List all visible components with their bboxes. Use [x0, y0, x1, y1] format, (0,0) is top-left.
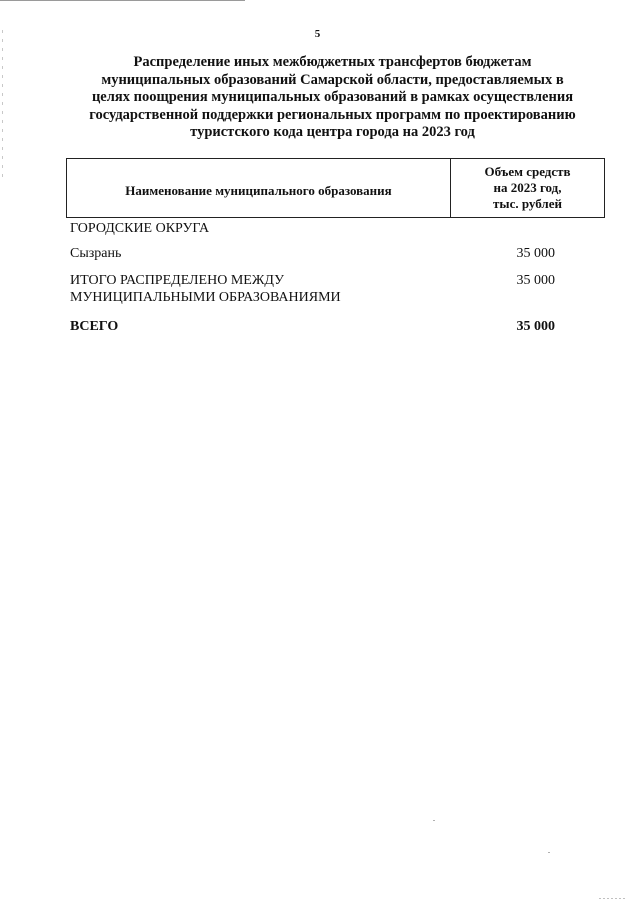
row-amount: 35 000	[516, 273, 555, 288]
document-title	[50, 54, 615, 142]
column-header-amount	[451, 159, 604, 217]
scan-speck	[548, 852, 550, 853]
column-header-amount-line: на 2023 год,	[493, 180, 562, 195]
row-name: ГОРОДСКИЕ ОКРУГА	[70, 221, 210, 236]
page-number: 5	[314, 28, 321, 40]
row-name: Сызрань	[70, 246, 122, 261]
scan-top-edge-line	[0, 0, 245, 1]
scan-corner-mark	[599, 898, 627, 899]
row-name-line: ИТОГО РАСПРЕДЕЛЕНО МЕЖДУ	[70, 273, 284, 288]
row-name-line: МУНИЦИПАЛЬНЫМИ ОБРАЗОВАНИЯМИ	[70, 290, 341, 305]
table-row-grand-total	[70, 318, 555, 335]
title-line: целях поощрения муниципальных образований в рамках осуществления	[91, 89, 574, 105]
scan-left-edge-marks	[2, 30, 3, 180]
scan-speck	[433, 820, 435, 821]
table-row-syzran	[70, 245, 555, 262]
column-header-municipality: Наименование муниципального образования	[67, 159, 451, 217]
title-line: Распределение иных межбюджетных трансфертов бюджетам	[133, 54, 532, 70]
column-header-amount-line: Объем средств	[484, 164, 571, 179]
title-line: муниципальных образований Самарской области, предоставляемых в	[101, 71, 564, 88]
title-line: туристского кода центра города на 2023 год	[190, 124, 475, 140]
row-amount: 35 000	[516, 319, 555, 334]
column-header-amount-line: тыс. рублей	[493, 196, 562, 211]
table-header	[66, 158, 605, 218]
table-row-subtotal	[70, 272, 555, 306]
title-line: государственной поддержки региональных программ по проектированию	[89, 106, 576, 123]
row-amount: 35 000	[516, 246, 555, 261]
table-row-section-city-districts	[70, 220, 555, 237]
row-name	[70, 272, 460, 306]
row-name: ВСЕГО	[70, 319, 119, 334]
